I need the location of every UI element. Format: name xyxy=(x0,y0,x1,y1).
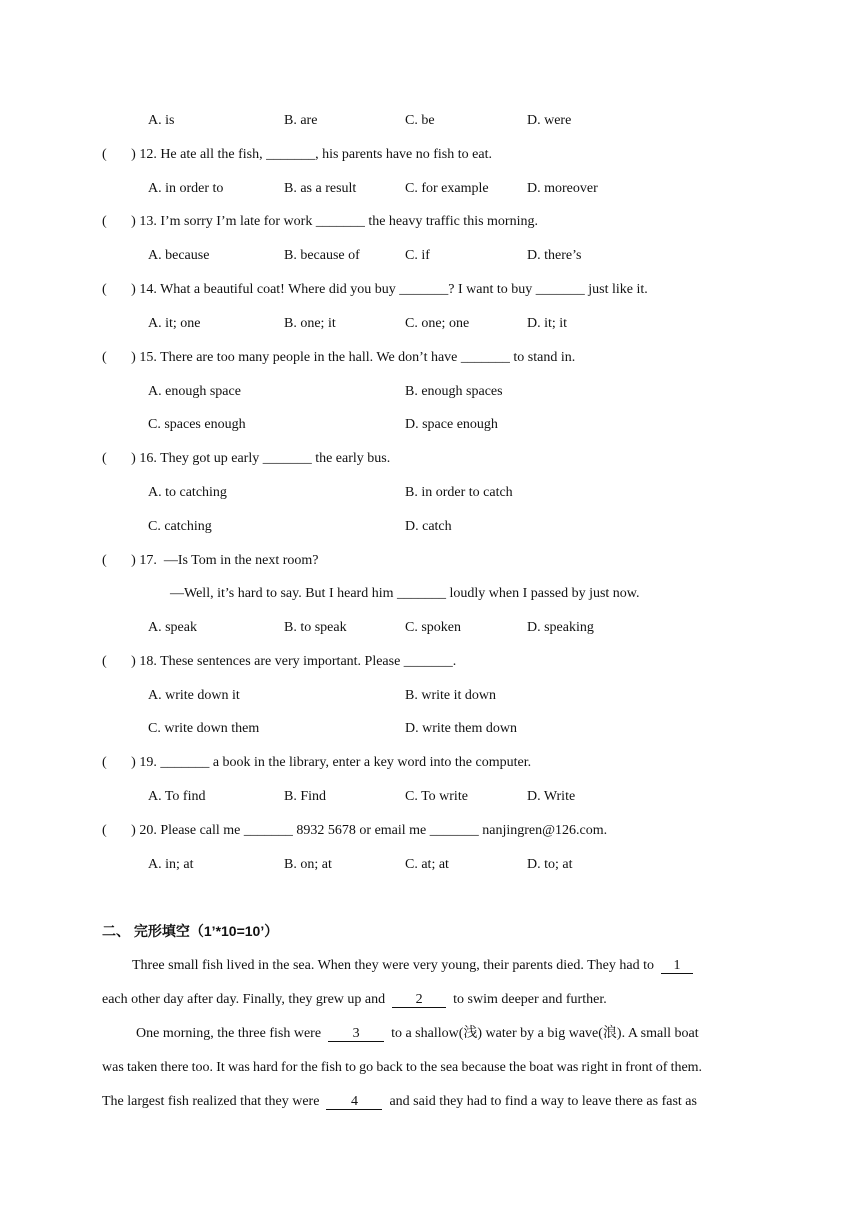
cloze-paragraph-2-line-2: was taken there too. It was hard for the fish to go back to the sea because the boat was right in front of them. xyxy=(102,1060,703,1075)
q13-option-b: B. because of xyxy=(284,248,360,263)
q18-option-b: B. write it down xyxy=(405,688,496,703)
cloze-blank-1: 1 xyxy=(661,959,693,974)
q18-stem: ( ) 18. These sentences are very important. Please _______. xyxy=(102,654,457,669)
q13-option-d: D. there’s xyxy=(527,248,582,263)
q14-option-d: D. it; it xyxy=(527,316,568,331)
section-heading-cloze: 二、 完形填空（1’*10=10’） xyxy=(102,923,279,939)
q17-option-c: C. spoken xyxy=(405,620,461,635)
q17-option-d: D. speaking xyxy=(527,620,594,635)
cloze-text: and said they had to find a way to leave there as fast as xyxy=(382,1094,697,1109)
cloze-text: to a shallow(浅) water by a big wave(浪). A small boat xyxy=(384,1026,699,1041)
q16-option-b: B. in order to catch xyxy=(405,485,513,500)
cloze-blank-2: 2 xyxy=(392,993,446,1008)
cloze-paragraph-1-line-2 xyxy=(102,991,762,1009)
cloze-text: Three small fish lived in the sea. When they were very young, their parents died. They had to xyxy=(132,958,661,973)
q20-option-b: B. on; at xyxy=(284,857,332,872)
q20-option-d: D. to; at xyxy=(527,857,573,872)
cloze-text: each other day after day. Finally, they grew up and xyxy=(102,992,393,1007)
q11-option-b: B. are xyxy=(284,113,318,128)
q17-stem: ( ) 17. —Is Tom in the next room? xyxy=(102,553,319,568)
q18-option-a: A. write down it xyxy=(148,688,240,703)
q18-option-c: C. write down them xyxy=(148,721,260,736)
q15-stem: ( ) 15. There are too many people in the hall. We don’t have _______ to stand in. xyxy=(102,350,576,365)
cloze-text: The largest fish realized that they were xyxy=(102,1094,327,1109)
q19-option-d: D. Write xyxy=(527,789,576,804)
q12-option-b: B. as a result xyxy=(284,181,357,196)
cloze-paragraph-2-line-3 xyxy=(102,1093,762,1111)
q19-option-a: A. To find xyxy=(148,789,206,804)
q17-option-a: A. speak xyxy=(148,620,197,635)
q16-option-c: C. catching xyxy=(148,519,212,534)
q12-option-c: C. for example xyxy=(405,181,489,196)
cloze-text: One morning, the three fish were xyxy=(136,1026,329,1041)
cloze-text: to swim deeper and further. xyxy=(446,992,607,1007)
q11-option-d: D. were xyxy=(527,113,572,128)
cloze-paragraph-2-line-1 xyxy=(136,1025,796,1043)
q20-option-c: C. at; at xyxy=(405,857,449,872)
q14-option-c: C. one; one xyxy=(405,316,470,331)
q17-stem-reply: —Well, it’s hard to say. But I heard him _______ loudly when I passed by just now. xyxy=(170,586,640,601)
q15-option-c: C. spaces enough xyxy=(148,417,246,432)
q20-stem: ( ) 20. Please call me _______ 8932 5678 or email me _______ nanjingren@126.com. xyxy=(102,823,608,838)
q19-option-b: B. Find xyxy=(284,789,327,804)
q15-option-b: B. enough spaces xyxy=(405,384,503,399)
q14-stem: ( ) 14. What a beautiful coat! Where did you buy _______? I want to buy _______ just like it. xyxy=(102,282,648,297)
q13-option-a: A. because xyxy=(148,248,210,263)
q13-stem: ( ) 13. I’m sorry I’m late for work _______ the heavy traffic this morning. xyxy=(102,214,538,229)
q11-option-a: A. is xyxy=(148,113,175,128)
q15-option-d: D. space enough xyxy=(405,417,498,432)
q12-option-d: D. moreover xyxy=(527,181,598,196)
cloze-blank-3: 3 xyxy=(328,1027,384,1042)
q14-option-b: B. one; it xyxy=(284,316,336,331)
q11-option-c: C. be xyxy=(405,113,435,128)
q14-option-a: A. it; one xyxy=(148,316,201,331)
q12-option-a: A. in order to xyxy=(148,181,224,196)
q15-option-a: A. enough space xyxy=(148,384,241,399)
q16-stem: ( ) 16. They got up early _______ the early bus. xyxy=(102,451,391,466)
q20-option-a: A. in; at xyxy=(148,857,194,872)
q16-option-d: D. catch xyxy=(405,519,452,534)
q19-option-c: C. To write xyxy=(405,789,468,804)
q13-option-c: C. if xyxy=(405,248,430,263)
q12-stem: ( ) 12. He ate all the fish, _______, his parents have no fish to eat. xyxy=(102,147,492,162)
q19-stem: ( ) 19. _______ a book in the library, enter a key word into the computer. xyxy=(102,755,532,770)
q17-option-b: B. to speak xyxy=(284,620,347,635)
q16-option-a: A. to catching xyxy=(148,485,227,500)
cloze-paragraph-1-line-1 xyxy=(132,957,792,975)
cloze-blank-4: 4 xyxy=(326,1095,382,1110)
q18-option-d: D. write them down xyxy=(405,721,517,736)
